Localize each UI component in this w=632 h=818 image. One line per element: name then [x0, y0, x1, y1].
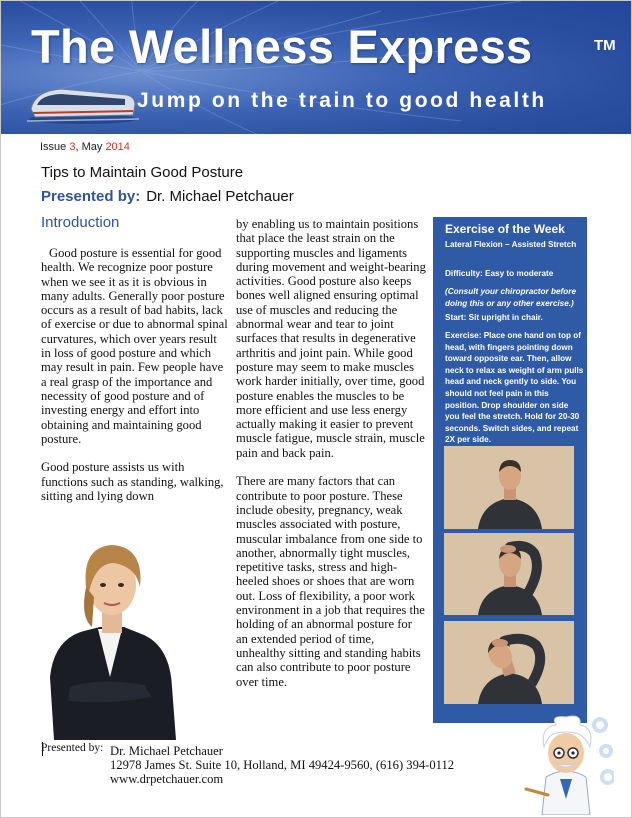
footer-label: Presented by: [41, 742, 104, 754]
newsletter-tagline: Jump on the train to good health [137, 89, 547, 112]
presenter-name: Dr. Michael Petchauer [146, 188, 294, 205]
exercise-photo-start [444, 446, 574, 529]
newsletter-title: The Wellness Express [31, 20, 533, 73]
issue-month: , May [75, 141, 106, 153]
exercise-start: Start: Sit upright in chair. [445, 313, 543, 322]
cartoon-doctor-logo [520, 703, 614, 815]
exercise-photo-neck-stretch [444, 621, 574, 704]
paragraph: by enabling us to maintain positions that place the least strain on the supporting muscles and ligaments during movement and weight-bearing activities. Good posture also keeps bones well aligned ensuring optimal use of muscles and reducing the abnormal wear and tear to joint surfaces that results in degenerative arthritis and joint pain. While good posture may seem to make muscles work harder initially, over time, good posture enables the muscles to be more efficient and use less energy actually making it easier to prevent muscle fatigue, muscle strain, muscle pain and back pain. [236, 217, 426, 460]
exercise-name: Lateral Flexion – Assisted Stretch [445, 240, 577, 249]
exercise-panel-title: Exercise of the Week [445, 222, 565, 236]
issue-prefix: Issue [40, 141, 70, 153]
article-title: Tips to Maintain Good Posture [41, 164, 244, 181]
issue-year: 2014 [105, 141, 130, 153]
article-column-2 [236, 217, 426, 703]
footer-address: 12978 James St. Suite 10, Holland, MI 49424-9560, (616) 394-0112 [110, 758, 455, 772]
paragraph: Good posture assists us with functions such as standing, walking, sitting and lying down [41, 460, 224, 504]
footer-website[interactable]: www.drpetchauer.com [110, 772, 224, 786]
footer-presented-by [41, 740, 103, 755]
exercise-note: (Consult your chiropractor before doing this or any other exercise.) [445, 287, 577, 308]
presented-by-label: Presented by: [41, 188, 141, 205]
trademark-mark: TM [594, 37, 616, 54]
header-banner [1, 1, 631, 134]
train-icon [27, 75, 139, 127]
exercise-difficulty: Difficulty: Easy to moderate [445, 269, 554, 278]
footer-presenter-name: Dr. Michael Petchauer [110, 744, 223, 758]
exercise-photo-arm-raised [444, 533, 574, 615]
businesswoman-photo [40, 527, 180, 740]
article-column-1 [41, 246, 228, 518]
paragraph: There are many factors that can contribute to poor posture. These include obesity, pregnancy, weak muscles associated with posture, muscular imbalance from one side to another, abnormally tight muscles, repetitive tasks, stress and high-heeled shoes or shoes that are worn out. Loss of flexibility, a poor work environment in a job that requires the holding of an abnormal posture for an extended period of time, unhealthy sitting and standing habits can also contribute to poor posture over time. [236, 474, 425, 689]
paragraph: Good posture is essential for good health. We recognize poor posture when we see it as it is obvious in many adults. Generally poor posture occurs as a result of bad habits, lack of exercise or due to abnormal spinal curvatures, which over years result in loss of good posture and which may result in pain. Few people have a real grasp of the importance and necessity of good posture and of investing energy and effort into obtaining and maintaining good posture. [41, 246, 228, 446]
presented-by-row [41, 188, 294, 206]
exercise-instructions: Exercise: Place one hand on top of head, with fingers pointing down toward opposite ear. Then, allow neck to relax as weight of arm pulls head and neck gently to side. You should not feel pain in this position. Drop shoulder on side you feel the stretch. Hold for 20-30 seconds. Switch sides, and repeat 2X per side. [445, 331, 584, 445]
introduction-heading: Introduction [41, 214, 120, 231]
issue-number: 3 [69, 141, 76, 153]
issue-line [40, 141, 130, 153]
exercise-of-the-week-panel [433, 217, 587, 723]
